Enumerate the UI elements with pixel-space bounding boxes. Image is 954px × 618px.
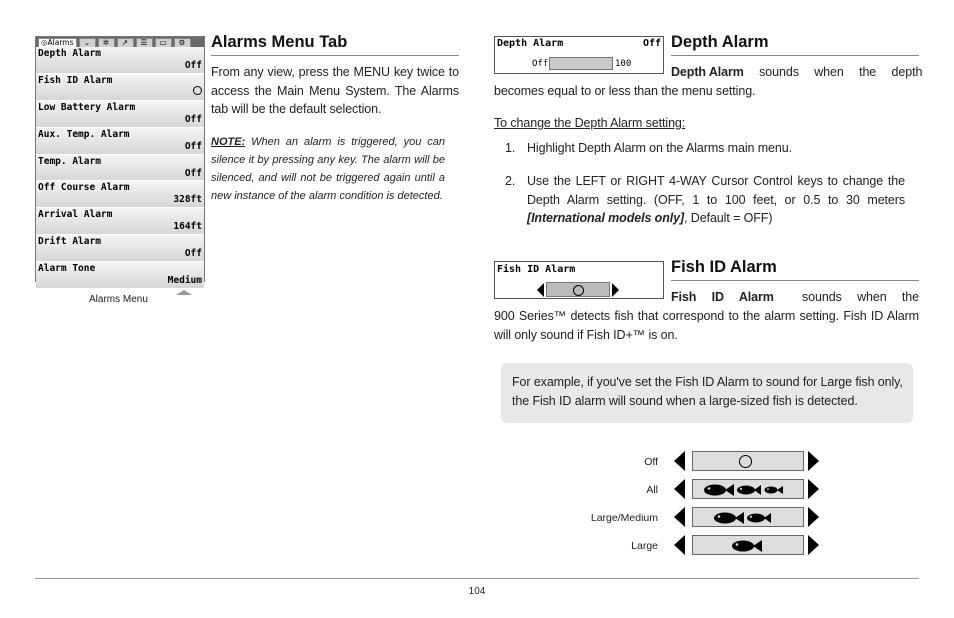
tab-alarms: ◎Alarms <box>38 38 77 49</box>
menu-row-off-course-alarm <box>36 181 204 208</box>
step-1-number: 1. <box>505 141 516 155</box>
fish-id-widget-title: Fish ID Alarm <box>497 264 576 275</box>
menu-row-value: Medium <box>167 275 202 287</box>
menu-row-label: Aux. Temp. Alarm <box>38 128 130 140</box>
fish-id-intro-text: sounds when the <box>786 290 919 304</box>
menu-row-value: Off <box>184 60 202 71</box>
step-2-text-b: , Default = OFF) <box>684 211 773 225</box>
menu-row-label: Alarm Tone <box>38 263 96 275</box>
option-off-label: Off <box>644 456 658 468</box>
alarm-note <box>211 133 445 205</box>
example-text: For example, if you've set the Fish ID Alarm to sound for Large fish only, the Fish ID alarm will sound when a large-sized fish is detected. <box>512 375 903 408</box>
menu-row-label: Low Battery Alarm <box>38 101 136 113</box>
menu-row-arrival-alarm <box>36 208 204 235</box>
step-2-international-note: [International models only] <box>527 211 685 225</box>
step-2-text-a: Use the LEFT or RIGHT 4-WAY Cursor Control keys to change the Depth Alarm setting. (OFF, 1 to 100 feet, or 0.5 to 30 meters <box>527 174 905 207</box>
menu-row-label: Drift Alarm <box>38 236 101 248</box>
depth-alarm-term: Depth Alarm <box>671 65 744 79</box>
menu-row-label: Arrival Alarm <box>38 209 113 221</box>
sonar-tab-icon: ⌄ <box>79 38 96 49</box>
option-all-box <box>692 479 804 499</box>
depth-alarm-intro-text: sounds when the depth <box>743 65 923 79</box>
menu-row-value: Off <box>184 113 202 125</box>
left-arrow-icon <box>674 535 685 555</box>
alarm-bell-icon: ◎ <box>41 38 48 47</box>
menu-row-value: Off <box>184 248 202 260</box>
page-number: 104 <box>468 586 486 597</box>
fish-id-alarm-heading: Fish ID Alarm <box>671 258 777 276</box>
alarms-menu-list <box>36 47 204 289</box>
option-large-medium-box <box>692 507 804 527</box>
step-1-text: Highlight Depth Alarm on the Alarms main menu. <box>527 141 792 155</box>
fish-id-intro-continued: 900 Series™ detects fish that correspond to the alarm setting. Fish ID Alarm will only sound if Fish ID+™ is on. <box>494 309 919 342</box>
circle-icon <box>739 455 752 468</box>
left-arrow-icon <box>674 507 685 527</box>
alarms-tab-description: From any view, press the MENU key twice to access the Main Menu System. The Alarms tab will be the default selection. <box>211 65 459 116</box>
heading-rule <box>671 55 919 56</box>
menu-row-value: Off <box>184 167 202 179</box>
chart-tab-icon: ☰ <box>136 38 153 49</box>
menu-row-temp-alarm <box>36 155 204 182</box>
right-arrow-icon <box>808 535 819 555</box>
alarms-menu-tab-heading: Alarms Menu Tab <box>211 33 348 51</box>
menu-row-depth-alarm <box>36 47 204 74</box>
menu-row-aux-temp-alarm <box>36 128 204 155</box>
left-arrow-icon <box>674 479 685 499</box>
option-large-label: Large <box>631 540 658 552</box>
heading-rule <box>211 55 459 56</box>
navigation-tab-icon: ↗ <box>117 38 134 49</box>
fish-large-icon <box>693 536 803 554</box>
option-large-medium-label: Large/Medium <box>590 512 658 524</box>
menu-row-value: 328ft <box>173 194 202 206</box>
depth-alarm-widget <box>494 36 664 74</box>
menu-row-value: 164ft <box>173 221 202 233</box>
right-arrow-icon <box>612 283 619 297</box>
alarms-menu-caption: Alarms Menu <box>89 294 148 305</box>
heading-rule <box>671 280 919 281</box>
fish-id-selector <box>546 282 610 297</box>
depth-alarm-heading: Depth Alarm <box>671 33 769 51</box>
fish-id-intro-line <box>671 288 919 307</box>
menu-row-alarm-tone <box>36 262 204 289</box>
menu-row-label: Off Course Alarm <box>38 182 130 194</box>
scroll-up-icon <box>176 290 192 295</box>
right-arrow-icon <box>808 479 819 499</box>
menu-row-value: Off <box>184 140 202 152</box>
fish-id-term: Fish ID Alarm <box>671 290 774 304</box>
step-2-text <box>527 172 905 228</box>
menu-row-label: Temp. Alarm <box>38 155 101 167</box>
alarms-menu-screenshot <box>35 36 205 287</box>
example-callout <box>501 363 913 423</box>
menu-row-low-battery-alarm <box>36 101 204 128</box>
left-arrow-icon <box>537 283 544 297</box>
menu-row-label: Fish ID Alarm <box>38 74 113 86</box>
fish-id-alarm-widget <box>494 261 664 299</box>
menu-tab-bar <box>36 37 204 47</box>
depth-alarm-intro-continued: becomes equal to or less than the menu setting. <box>494 84 756 98</box>
fish-id-options <box>538 450 828 562</box>
left-arrow-icon <box>674 451 685 471</box>
accessories-tab-icon: ⚙ <box>174 38 191 49</box>
right-arrow-icon <box>808 451 819 471</box>
footer-rule <box>35 578 919 579</box>
note-text: When an alarm is triggered, you can silence it by pressing any key. The alarm will be silenced, and will not be triggered again until a new instance of the alarm condition is detected. <box>211 136 445 202</box>
fish-all-sizes-icon <box>693 480 803 498</box>
circle-icon <box>573 285 584 296</box>
menu-row-label: Depth Alarm <box>38 48 101 59</box>
slider-max-label: 100 <box>615 59 632 69</box>
note-label: NOTE: <box>211 136 246 148</box>
menu-row-drift-alarm <box>36 235 204 262</box>
setup-tab-icon: ✲ <box>98 38 115 49</box>
depth-alarm-widget-title: Depth Alarm <box>497 38 564 49</box>
depth-alarm-widget-value: Off <box>642 38 661 49</box>
right-arrow-icon <box>808 507 819 527</box>
option-off-box <box>692 451 804 471</box>
depth-alarm-intro-line <box>671 63 923 82</box>
views-tab-icon: ▭ <box>155 38 172 49</box>
slider-min-label: Off <box>532 59 549 69</box>
menu-row-fish-id-alarm <box>36 74 204 101</box>
step-2-number: 2. <box>505 174 516 188</box>
fish-large-medium-icon <box>693 508 803 526</box>
depth-alarm-slider <box>549 57 613 70</box>
option-all-label: All <box>646 484 658 496</box>
circle-icon <box>193 86 202 95</box>
option-large-box <box>692 535 804 555</box>
procedure-title: To change the Depth Alarm setting: <box>494 116 686 130</box>
